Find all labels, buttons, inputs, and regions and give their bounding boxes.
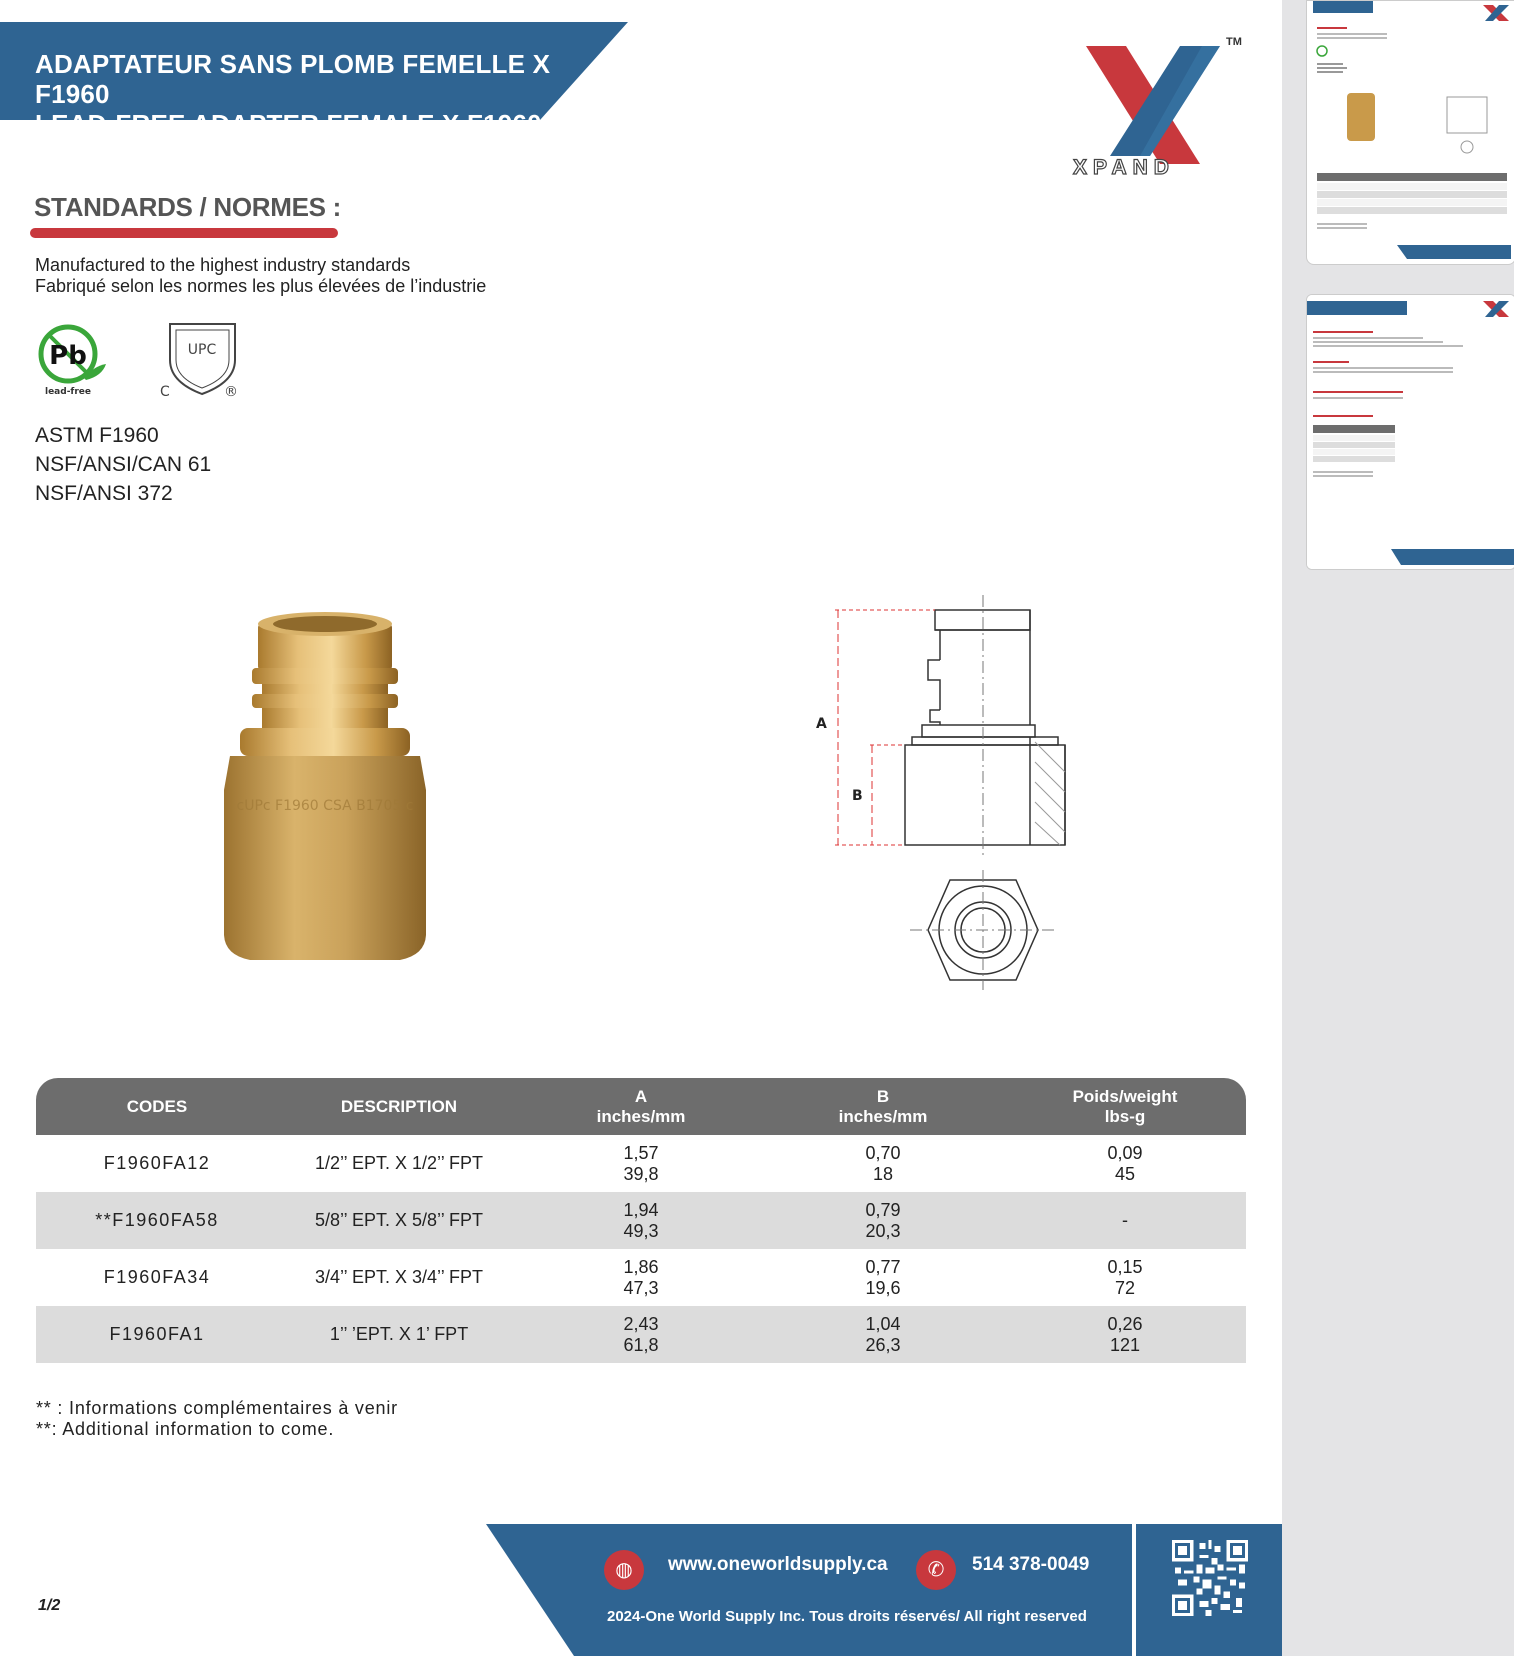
table-row	[36, 1306, 1246, 1363]
cell-description: 5/8’’ EPT. X 5/8’’ FPT	[314, 1210, 484, 1230]
value-inches: 1,57	[623, 1142, 659, 1163]
value-lbs: 0,26	[1107, 1313, 1143, 1334]
value-grams: 72	[1114, 1277, 1136, 1298]
lead-free-label: lead-free	[44, 387, 92, 397]
value-mm: 61,8	[623, 1334, 659, 1355]
value-inches: 1,94	[623, 1199, 659, 1220]
cell-weight	[1004, 1314, 1246, 1356]
globe-icon: ◍	[604, 1550, 644, 1590]
standard-item: ASTM F1960	[35, 424, 159, 447]
value-lbs: -	[1122, 1210, 1128, 1230]
title-french: ADAPTATEUR SANS PLOMB FEMELLE X F1960	[35, 49, 551, 109]
cell-code: F1960FA1	[109, 1324, 205, 1344]
website-link[interactable]: www.oneworldsupply.ca	[668, 1554, 888, 1575]
standard-item: NSF/ANSI/CAN 61	[35, 453, 212, 476]
header-line: DESCRIPTION	[340, 1096, 458, 1116]
upc-c-mark: C	[160, 384, 170, 400]
header-line: B	[876, 1086, 890, 1106]
cell-a	[520, 1200, 762, 1242]
upc-registered-mark: ®	[224, 384, 238, 400]
value-inches: 2,43	[623, 1313, 659, 1334]
table-row	[36, 1135, 1246, 1192]
header-line: A	[634, 1086, 648, 1106]
page-title	[35, 49, 630, 139]
phone-number[interactable]: 514 378-0049	[972, 1554, 1090, 1575]
value-inches: 0,77	[865, 1256, 901, 1277]
column-header-codes	[36, 1097, 278, 1117]
column-header-description	[278, 1097, 520, 1117]
cell-weight	[1004, 1257, 1246, 1299]
product-photo	[210, 610, 440, 970]
value-inches: 0,79	[865, 1199, 901, 1220]
cell-b	[762, 1314, 1004, 1356]
standards-desc-fr: Fabriqué selon les normes les plus élevées de l’industrie	[35, 276, 487, 296]
upc-label: UPC	[187, 342, 217, 358]
table-row	[36, 1192, 1246, 1249]
svg-text:cUPc F1960 CSA B1705 c: cUPc F1960 CSA B1705 c	[236, 798, 414, 814]
table-row	[36, 1249, 1246, 1306]
column-header-a	[520, 1087, 762, 1127]
cell-b	[762, 1143, 1004, 1185]
value-mm: 26,3	[865, 1334, 901, 1355]
value-mm: 19,6	[865, 1277, 901, 1298]
value-inches: 1,86	[623, 1256, 659, 1277]
cell-b	[762, 1200, 1004, 1242]
value-mm: 39,8	[623, 1163, 659, 1184]
cell-a	[520, 1257, 762, 1299]
standards-list	[35, 421, 211, 508]
certification-badges	[38, 320, 248, 402]
page-number: 1/2	[38, 1597, 61, 1614]
standards-desc-en: Manufactured to the highest industry standards	[35, 255, 411, 275]
cell-a	[520, 1314, 762, 1356]
value-mm: 20,3	[865, 1220, 901, 1241]
page-thumbnail-1[interactable]	[1306, 0, 1514, 265]
standard-item: NSF/ANSI 372	[35, 482, 173, 505]
header-unit: inches/mm	[838, 1106, 928, 1126]
footnote-fr: ** : Informations complémentaires à venir	[36, 1398, 398, 1418]
cell-code: F1960FA34	[103, 1267, 211, 1287]
phone-icon: ✆	[916, 1550, 956, 1590]
footer-banner	[486, 1524, 1282, 1656]
cell-b	[762, 1257, 1004, 1299]
dimension-b-label: B	[852, 788, 863, 804]
cell-a	[520, 1143, 762, 1185]
trademark-mark: TM	[1226, 36, 1242, 48]
table-header	[36, 1078, 1246, 1135]
value-mm: 47,3	[623, 1277, 659, 1298]
standards-heading: STANDARDS / NORMES :	[34, 192, 341, 222]
xpand-logo	[1070, 34, 1250, 184]
value-grams: 121	[1109, 1334, 1141, 1355]
cell-code: F1960FA12	[103, 1153, 211, 1173]
upc-shield-icon	[160, 324, 238, 400]
dimension-a-label: A	[816, 716, 827, 732]
value-lbs: 0,15	[1107, 1256, 1143, 1277]
header-line: CODES	[126, 1096, 188, 1116]
header-unit: lbs-g	[1104, 1106, 1146, 1126]
standards-description	[35, 255, 486, 297]
spec-table	[36, 1078, 1246, 1363]
copyright-text: 2024-One World Supply Inc. Tous droits réservés/ All right reserved	[607, 1608, 1087, 1625]
title-english: LEAD-FREE ADAPTER FEMALE X F1960	[35, 109, 542, 139]
page-thumbnail-2[interactable]	[1306, 294, 1514, 570]
column-header-b	[762, 1087, 1004, 1127]
footnote-en: **: Additional information to come.	[36, 1419, 335, 1439]
cell-description: 3/4’’ EPT. X 3/4’’ FPT	[314, 1267, 484, 1287]
cell-description: 1’’ ’EPT. X 1’ FPT	[329, 1324, 469, 1344]
value-inches: 1,04	[865, 1313, 901, 1334]
qr-code-icon[interactable]	[1172, 1540, 1248, 1616]
header-line: Poids/weight	[1072, 1086, 1178, 1106]
value-mm: 49,3	[623, 1220, 659, 1241]
value-lbs: 0,09	[1107, 1142, 1143, 1163]
value-mm: 18	[872, 1163, 894, 1184]
footnotes	[36, 1398, 398, 1440]
heading-underline	[30, 228, 338, 238]
cell-code: **F1960FA58	[95, 1210, 219, 1230]
cell-weight	[1004, 1210, 1246, 1231]
cell-description: 1/2’’ EPT. X 1/2’’ FPT	[314, 1153, 484, 1173]
lead-free-icon	[38, 320, 248, 402]
header-unit: inches/mm	[596, 1106, 686, 1126]
value-grams: 45	[1114, 1163, 1136, 1184]
value-inches: 0,70	[865, 1142, 901, 1163]
technical-drawing	[790, 590, 1090, 990]
column-header-weight	[1004, 1087, 1246, 1127]
cell-weight	[1004, 1143, 1246, 1185]
logo-wordmark: XPAND	[1073, 156, 1175, 179]
title-banner	[0, 22, 630, 139]
lead-free-symbol: Pb	[49, 341, 87, 371]
